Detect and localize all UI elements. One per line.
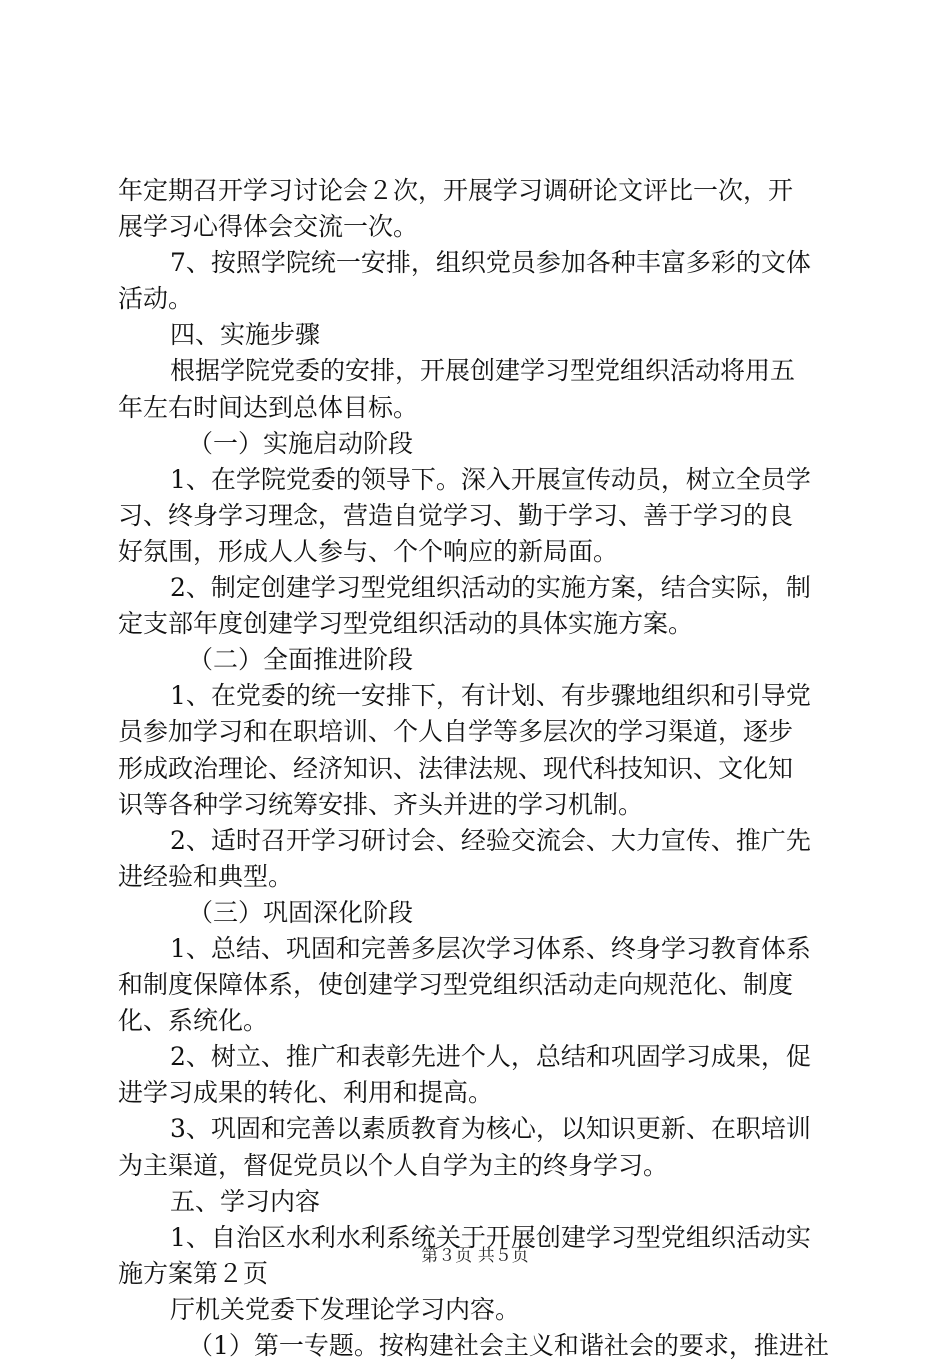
text-line: 活动。 (118, 284, 194, 314)
text-line: 2、制定创建学习型党组织活动的实施方案，结合实际，制 (170, 573, 811, 603)
text-line: （二）全面推进阶段 (188, 645, 414, 675)
text-line: 根据学院党委的安排，开展创建学习型党组织活动将用五 (170, 356, 796, 386)
text-line: 1、在党委的统一安排下，有计划、有步骤地组织和引导党 (170, 681, 811, 711)
text-line: 识等各种学习统筹安排、齐头并进的学习机制。 (118, 789, 644, 819)
text-line: （三）巩固深化阶段 (188, 897, 414, 927)
text-line: 习、终身学习理念，营造自觉学习、勤于学习、善于学习的良 (118, 500, 794, 530)
text-line: 3、巩固和完善以素质教育为核心，以知识更新、在职培训 (170, 1114, 811, 1144)
text-line: 7、按照学院统一安排，组织党员参加各种丰富多彩的文体 (170, 248, 811, 278)
text-line: 好氛围，形成人人参与、个个响应的新局面。 (118, 536, 619, 566)
document-body (118, 173, 832, 1364)
text-line: （一）实施启动阶段 (188, 428, 414, 458)
text-line: 形成政治理论、经济知识、法律法规、现代科技知识、文化知 (118, 753, 794, 783)
text-line: 展学习心得体会交流一次。 (118, 212, 419, 242)
text-line: （1）第一专题。按构建社会主义和谐社会的要求，推进社 (188, 1331, 829, 1360)
text-line: 进学习成果的转化、利用和提高。 (118, 1078, 494, 1108)
text-line: 年定期召开学习讨论会２次，开展学习调研论文评比一次，开 (118, 176, 794, 205)
page-footer: 第３页 共５页 (421, 1246, 529, 1266)
text-line: 定支部年度创建学习型党组织活动的具体实施方案。 (118, 609, 694, 639)
text-line: 1、在学院党委的领导下。深入开展宣传动员，树立全员学 (170, 464, 811, 494)
text-line: 2、树立、推广和表彰先进个人，总结和巩固学习成果，促 (170, 1042, 811, 1072)
text-line: 年左右时间达到总体目标。 (118, 392, 419, 422)
text-line: 五、学习内容 (170, 1186, 321, 1216)
text-line: 1、总结、巩固和完善多层次学习体系、终身学习教育体系 (170, 933, 811, 963)
text-line: 2、适时召开学习研讨会、经验交流会、大力宣传、推广先 (170, 825, 811, 855)
text-line: 员参加学习和在职培训、个人自学等多层次的学习渠道，逐步 (118, 717, 794, 747)
text-line: 施方案第２页 (118, 1258, 269, 1288)
text-line: 和制度保障体系，使创建学习型党组织活动走向规范化、制度 (118, 970, 794, 1000)
text-line: 进经验和典型。 (118, 861, 294, 891)
text-line: 厅机关党委下发理论学习内容。 (170, 1294, 521, 1324)
text-line: 为主渠道，督促党员以个人自学为主的终身学习。 (118, 1150, 669, 1180)
text-line: 化、系统化。 (118, 1006, 269, 1036)
text-line: 1、自治区水利水利系统关于开展创建学习型党组织活动实 (170, 1222, 811, 1252)
text-line: 四、实施步骤 (170, 320, 321, 350)
